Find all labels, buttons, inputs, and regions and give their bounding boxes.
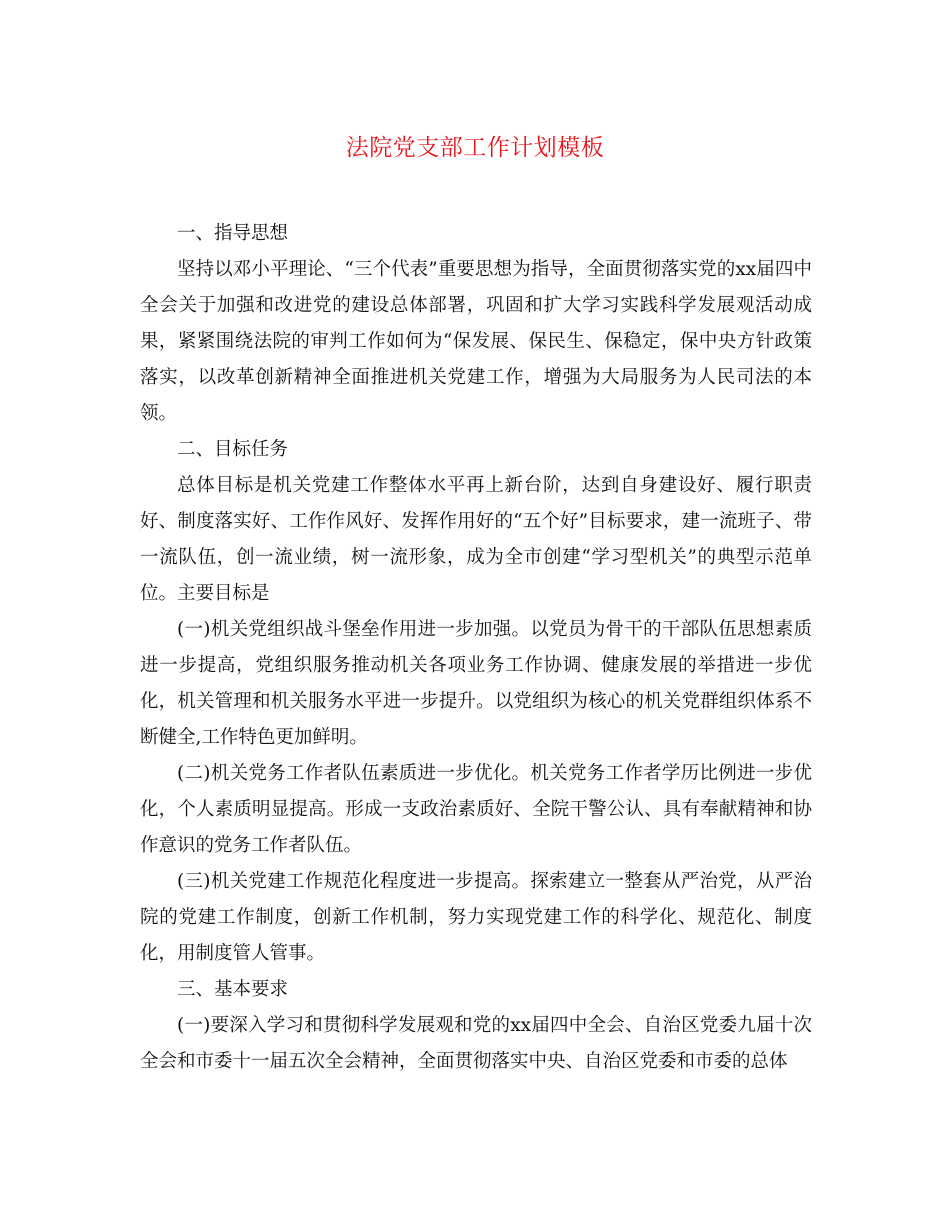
document-body [140,216,812,1080]
paragraph-guiding-ideology: 坚持以邓小平理论、“三个代表”重要思想为指导，全面贯彻落实党的xx届四中全会关于加强和改进党的建设总体部署，巩固和扩大学习实践科学发展观活动成果，紧紧围绕法院的审判工作如何为“保发展、保民生、保稳定，保中央方针政策落实，以改革创新精神全面推进机关党建工作，增强为大局服务为人民司法的本领。 [140,259,812,424]
paragraph-goal-3: (三)机关党建工作规范化程度进一步提高。探索建立一整套从严治党，从严治院的党建工作制度，创新工作机制，努力实现党建工作的科学化、规范化、制度化，用制度管人管事。 [140,871,812,964]
paragraph-requirement-1: (一)要深入学习和贯彻科学发展观和党的xx届四中全会、自治区党委九届十次全会和市委十一届五次全会精神，全面贯彻落实中央、自治区党委和市委的总体 [140,1015,812,1072]
section-heading-goals-tasks: 二、目标任务 [177,439,289,460]
section-heading-guiding-ideology: 一、指导思想 [177,223,289,244]
paragraph-goal-1: (一)机关党组织战斗堡垒作用进一步加强。以党员为骨干的干部队伍思想素质进一步提高，党组织服务推动机关各项业务工作协调、健康发展的举措进一步优化，机关管理和机关服务水平进一步提升。以党组织为核心的机关党群组织体系不断健全,工作特色更加鲜明。 [140,619,812,748]
document-title: 法院党支部工作计划模板 [345,135,605,161]
paragraph-goal-2: (二)机关党务工作者队伍素质进一步优化。机关党务工作者学历比例进一步优化，个人素质明显提高。形成一支政治素质好、全院干警公认、具有奉献精神和协作意识的党务工作者队伍。 [140,763,812,856]
section-heading-basic-requirements: 三、基本要求 [177,979,289,1000]
paragraph-overall-goal: 总体目标是机关党建工作整体水平再上新台阶，达到自身建设好、履行职责好、制度落实好、工作作风好、发挥作用好的“五个好”目标要求，建一流班子、带一流队伍，创一流业绩，树一流形象，成为全市创建“学习型机关”的典型示范单位。主要目标是 [140,475,812,604]
